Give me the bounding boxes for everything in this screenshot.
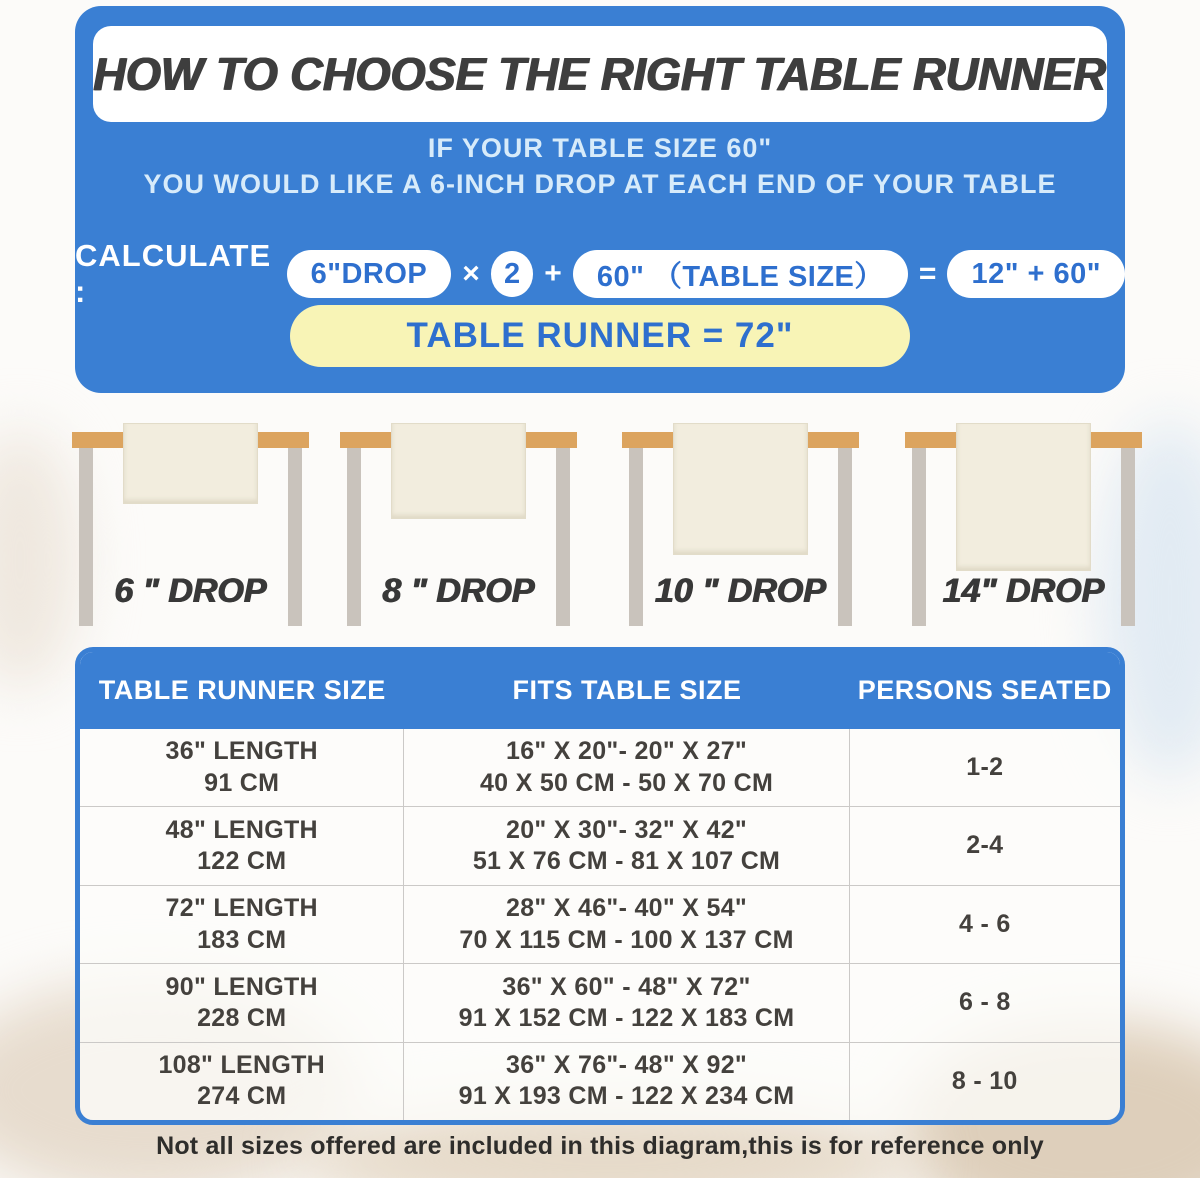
calculation-row	[75, 238, 1125, 310]
runner-size-cm: 274 CM	[197, 1082, 287, 1111]
size-reference-table	[75, 647, 1125, 1125]
fits-size-inches: 20" X 30"- 32" X 42"	[506, 815, 748, 844]
table-body	[80, 729, 1120, 1120]
runner-size-cm: 228 CM	[197, 1003, 287, 1032]
drop-label: 10 " DROP	[654, 572, 827, 610]
calculate-label: CALCULATE :	[75, 238, 272, 309]
drop-label: 14" DROP	[942, 572, 1105, 610]
page-title: HOW TO CHOOSE THE RIGHT TABLE RUNNER	[93, 48, 1107, 100]
table-size-pill: 60" （TABLE SIZE）	[573, 250, 908, 298]
runner-size-cell	[80, 1043, 404, 1120]
fits-size-cm: 91 X 152 CM - 122 X 183 CM	[458, 1003, 795, 1032]
table-row	[80, 1042, 1120, 1120]
persons-seated-cell	[850, 807, 1120, 884]
drop-pill: 6"DROP	[287, 250, 452, 298]
persons-seated-cell	[850, 964, 1120, 1041]
times-sign: ×	[462, 257, 480, 290]
result-pill: 12" + 60"	[947, 250, 1125, 298]
subtitle-line-2: YOU WOULD LIKE A 6-INCH DROP AT EACH END OF YOUR TABLE	[143, 169, 1057, 199]
title-box	[93, 26, 1107, 122]
persons-seated-cell	[850, 1043, 1120, 1120]
table-row	[80, 885, 1120, 963]
fits-table-size-cell	[404, 886, 849, 963]
persons-seated-cell	[850, 729, 1120, 806]
fits-table-size-cell	[404, 964, 849, 1041]
fits-size-cm: 51 X 76 CM - 81 X 107 CM	[472, 847, 781, 876]
table-runner-drape	[956, 423, 1091, 571]
table-runner-drape	[391, 423, 526, 519]
persons-seated-cell	[850, 886, 1120, 963]
header-banner	[75, 6, 1125, 393]
table-runner-total-pill: TABLE RUNNER = 72"	[290, 305, 910, 367]
fits-size-inches: 16" X 20"- 20" X 27"	[506, 737, 748, 766]
fits-size-inches: 36" X 76"- 48" X 92"	[506, 1051, 748, 1080]
drop-figure-8in	[340, 420, 577, 645]
runner-size-cell	[80, 807, 404, 884]
runner-size-cell	[80, 964, 404, 1041]
persons-count: 2-4	[966, 831, 1004, 860]
table-row	[80, 806, 1120, 884]
multiplier-circle: 2	[491, 251, 534, 297]
runner-size-cm: 91 CM	[204, 768, 280, 797]
runner-size-inches: 72" LENGTH	[165, 894, 318, 923]
equals-sign: =	[918, 257, 937, 290]
reference-disclaimer: Not all sizes offered are included in this diagram,this is for reference only	[156, 1132, 1044, 1160]
drop-figure-10in	[622, 420, 859, 645]
plus-sign: +	[544, 257, 562, 290]
runner-size-cell	[80, 729, 404, 806]
runner-size-cell	[80, 886, 404, 963]
drop-figure-6in	[72, 420, 309, 645]
fits-table-size-cell	[404, 729, 849, 806]
drop-label: 6 " DROP	[114, 572, 267, 610]
persons-count: 4 - 6	[959, 909, 1011, 938]
runner-size-cm: 183 CM	[197, 925, 287, 954]
drop-illustrations	[0, 420, 1200, 645]
runner-size-cm: 122 CM	[197, 847, 287, 876]
table-row	[80, 963, 1120, 1041]
fits-size-inches: 36" X 60" - 48" X 72"	[502, 972, 751, 1001]
fits-table-size-cell	[404, 1043, 849, 1120]
fits-size-cm: 40 X 50 CM - 50 X 70 CM	[479, 768, 774, 797]
drop-figure-14in	[905, 420, 1142, 645]
persons-count: 6 - 8	[959, 988, 1011, 1017]
column-header-persons-seated: PERSONS SEATED	[857, 675, 1112, 705]
table-header-row	[80, 652, 1120, 729]
persons-count: 8 - 10	[951, 1066, 1018, 1095]
column-header-fits-table-size: FITS TABLE SIZE	[512, 675, 742, 705]
runner-size-inches: 36" LENGTH	[165, 737, 318, 766]
fits-size-cm: 70 X 115 CM - 100 X 137 CM	[459, 925, 794, 954]
fits-table-size-cell	[404, 807, 849, 884]
subtitle-line-1: IF YOUR TABLE SIZE 60"	[427, 133, 773, 163]
drop-label: 8 " DROP	[382, 572, 535, 610]
runner-size-inches: 90" LENGTH	[165, 972, 318, 1001]
table-row	[80, 729, 1120, 806]
fits-size-inches: 28" X 46"- 40" X 54"	[506, 894, 748, 923]
runner-size-inches: 48" LENGTH	[165, 815, 318, 844]
runner-size-inches: 108" LENGTH	[158, 1051, 326, 1080]
fits-size-cm: 91 X 193 CM - 122 X 234 CM	[458, 1082, 795, 1111]
table-runner-drape	[673, 423, 808, 555]
table-runner-drape	[123, 423, 258, 504]
column-header-runner-size: TABLE RUNNER SIZE	[98, 675, 386, 705]
persons-count: 1-2	[966, 753, 1004, 782]
